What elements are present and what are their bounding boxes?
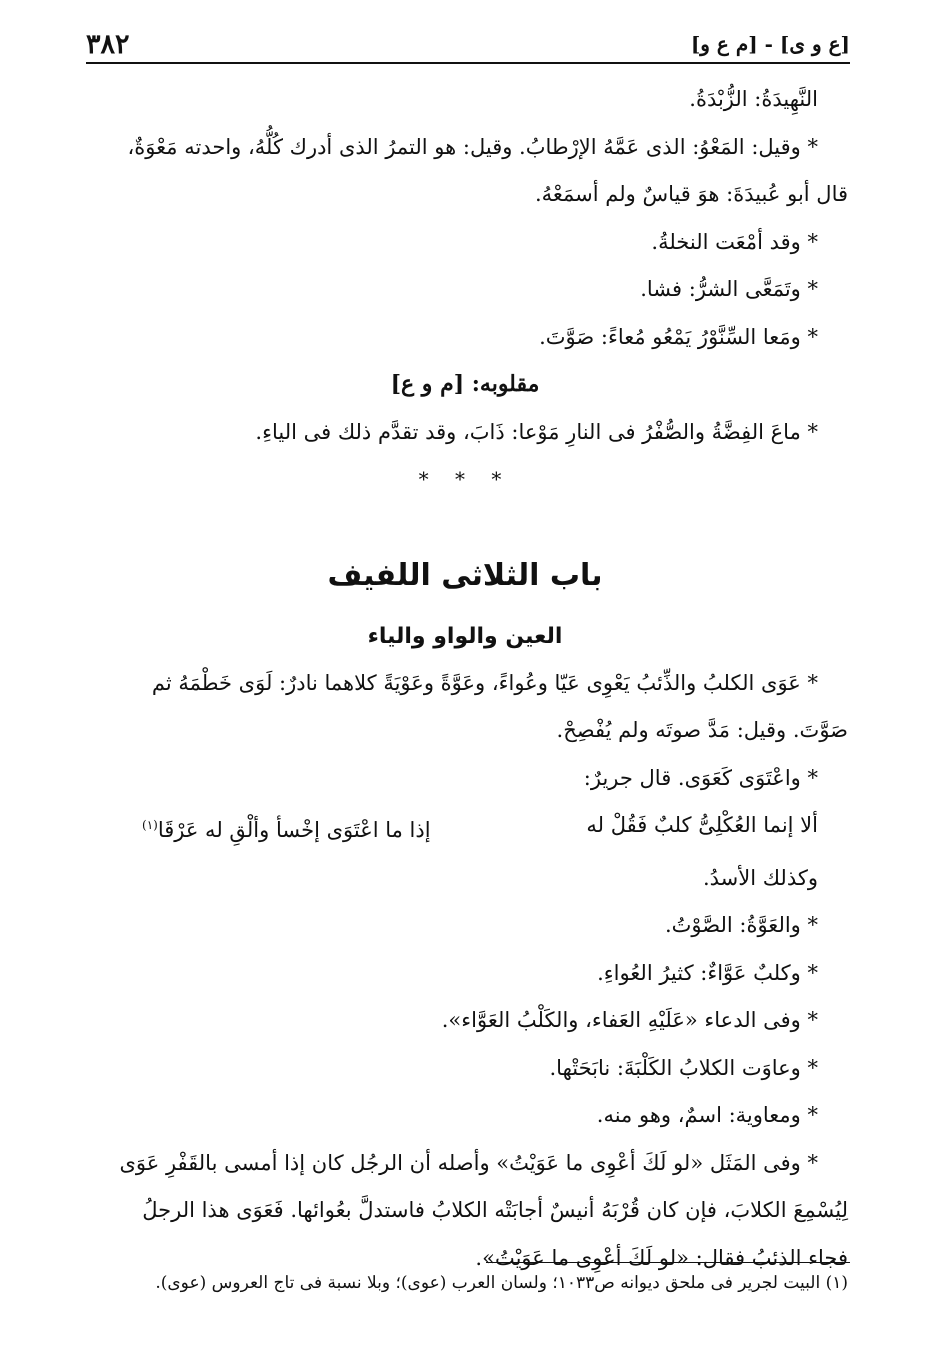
paragraph: لِيُسْمِعَ الكلابَ، فإن كان قُرْبَهُ أنيسٌ أجابَتْه الكلابُ فاستدلَّ بعُوائها. فَعَوَى هذا الرجلُ [142,1198,848,1222]
paragraph: قال أبو عُبيدَةَ: هوَ قياسٌ ولم أسمَعْهُ. [534,182,848,206]
paragraph: * وكلبٌ عَوَّاءٌ: كثيرُ العُواءِ. [597,960,818,985]
verse-first-hemistich: ألا إنما العُكْلِىُّ كلبٌ فَقُلْ له [586,813,818,837]
page-header [86,18,850,64]
page-body [82,76,848,1282]
chapter-title: باب الثلاثى اللفيف [327,557,603,593]
paragraph: وكذلك الأسدُ. [702,865,818,890]
paragraph: * والعَوَّةُ: الصَّوْتُ. [664,913,818,937]
paragraph: * وعاوَت الكلابُ الكَلْبَةَ: نابَحَتْها. [549,1055,818,1080]
root-label: [م ع و] - [ع و ى] [690,32,850,56]
paragraph: صَوَّتَ. وقيل: مَدَّ صوتَه ولم يُفْصِحْ. [556,718,848,742]
page-number: ٣٨٢ [86,29,130,60]
paragraph: * وقد أمْعَت النخلةُ. [651,229,818,254]
chapter-subtitle: العين والواو والياء [367,623,563,649]
verse-second-hemistich: إذا ما اعْتَوَى إخْسأ وألْقِ له عَرْقَا$^{(١)}$ [142,818,431,842]
paragraph: * ومَعا السِّنَّوْرُ يَمْعُو مُعاءً: صَوَّتَ. [539,324,818,349]
section-heading: مقلوبه: [م و ع] [390,371,540,397]
footnote-divider [486,1262,850,1263]
paragraph: * وفى المَثَل «لو لَكَ أعْوِى ما عَوَيْتُ» وأصله أن الرجُل كان إذا أمسى بالقَفْرِ عَوَى [119,1150,818,1175]
section-separator: * * * [418,467,512,491]
paragraph: * واعْتَوَى كَعَوَى. قال جريرٌ: [583,765,818,790]
paragraph: * ومعاوية: اسمٌ، وهو منه. [596,1103,818,1127]
footnote: (١) البيت لجرير فى ملحق ديوانه ص١٠٣٣؛ ولسان العرب (عوى)؛ وبلا نسبة فى تاج العروس (عوى). [155,1273,848,1293]
poem-verse [82,802,848,855]
paragraph: النَّهِيدَةُ: الزُّبْدَةُ. [689,87,818,111]
paragraph: * ماعَ الفِضَّةُ والصُّفْرُ فى النارِ مَوْعا: ذَابَ، وقد تقدَّم ذلك فى الياءِ. [255,419,818,444]
paragraph: * وتَمَعَّى الشرُّ: فشا. [640,277,818,301]
paragraph: * عَوَى الكلبُ والذِّئبُ يَعْوِى عَيّا وعُواءً، وعَوَّةً وعَوْيَةً كلاهما نادرٌ: لَوَى خَطْمَهُ ثم [151,670,818,695]
footnote-marker: (١) [142,818,158,832]
paragraph: * وقيل: المَعْوُ: الذى عَمَّهُ الإرْطابُ. وقيل: هو التمرُ الذى أدرك كُلُّهُ، واحدته مَعْوَةٌ، [127,134,818,159]
paragraph: فجاء الذئبُ فقال: «لو لَكَ أعْوِى ما عَوَيْتُ». [475,1245,848,1270]
paragraph: * وفى الدعاء «عَلَيْهِ العَفاء، والكَلْبُ العَوَّاء». [441,1008,818,1032]
